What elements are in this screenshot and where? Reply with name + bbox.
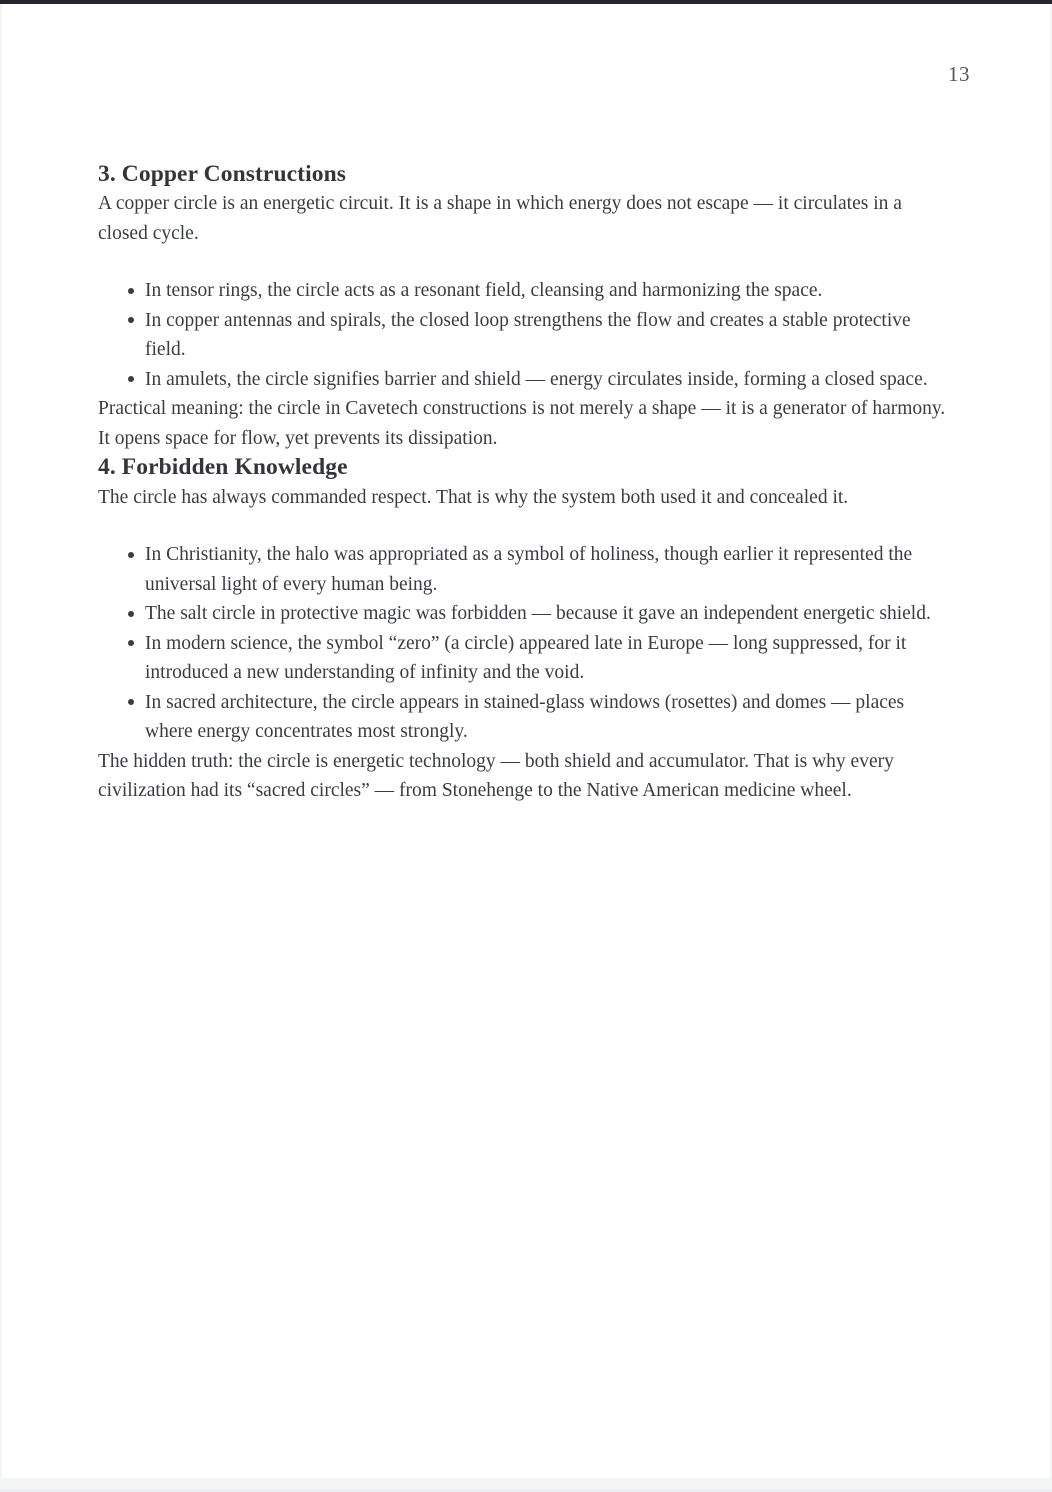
bullet-dot-icon (128, 317, 134, 323)
list-item-text: In copper antennas and spirals, the closed loop strengthens the flow and creates a stable protective field. (145, 309, 911, 361)
section-closing-paragraph-1: Practical meaning: the circle in Cavetech constructions is not merely a shape — it is a generator of harmony. It opens space for flow, yet prevents its dissipation. (98, 398, 946, 449)
section-heading-forbidden-knowledge: 4. Forbidden Knowledge (98, 454, 348, 481)
page-number: 13 (948, 62, 970, 86)
bullet-list-copper-constructions (98, 276, 954, 394)
bullet-list-forbidden-knowledge (98, 540, 954, 747)
section-intro-paragraph-1: A copper circle is an energetic circuit. It is a shape in which energy does not escape — it circulates in a closed cycle. (98, 193, 902, 244)
list-item (98, 688, 954, 747)
body-column (98, 160, 954, 806)
list-item (98, 540, 954, 599)
list-item (98, 276, 954, 306)
list-item-text: In modern science, the symbol “zero” (a circle) appeared late in Europe — long suppressed, for it introduced a new understanding of infinity and the void. (145, 632, 907, 684)
bullet-dot-icon (128, 699, 134, 705)
list-item-text: In Christianity, the halo was appropriated as a symbol of holiness, though earlier it represented the universal light of every human being. (145, 544, 913, 595)
list-item (98, 629, 954, 688)
list-item (98, 599, 954, 629)
bullet-dot-icon (128, 552, 134, 558)
list-item (98, 306, 954, 365)
list-item-text: In sacred architecture, the circle appears in stained-glass windows (rosettes) and domes — places where energy concentrates most strongly. (145, 691, 905, 743)
bullet-dot-icon (128, 611, 134, 617)
section-closing-paragraph-2: The hidden truth: the circle is energetic technology — both shield and accumulator. That is why every civilization had its “sacred circles” — from Stonehenge to the Native American medicine wheel. (98, 750, 894, 802)
list-item-text: The salt circle in protective magic was forbidden — because it gave an independent energetic shield. (145, 603, 931, 625)
list-item (98, 365, 954, 395)
section-intro-paragraph-2: The circle has always commanded respect. That is why the system both used it and concealed it. (98, 486, 849, 508)
bullet-dot-icon (128, 376, 134, 382)
bullet-dot-icon (128, 288, 134, 294)
list-item-text: In tensor rings, the circle acts as a resonant field, cleansing and harmonizing the space. (145, 280, 823, 302)
bullet-dot-icon (128, 640, 134, 646)
section-heading-copper-constructions: 3. Copper Constructions (98, 161, 346, 187)
list-item-text: In amulets, the circle signifies barrier and shield — energy circulates inside, forming a closed space. (145, 368, 928, 390)
